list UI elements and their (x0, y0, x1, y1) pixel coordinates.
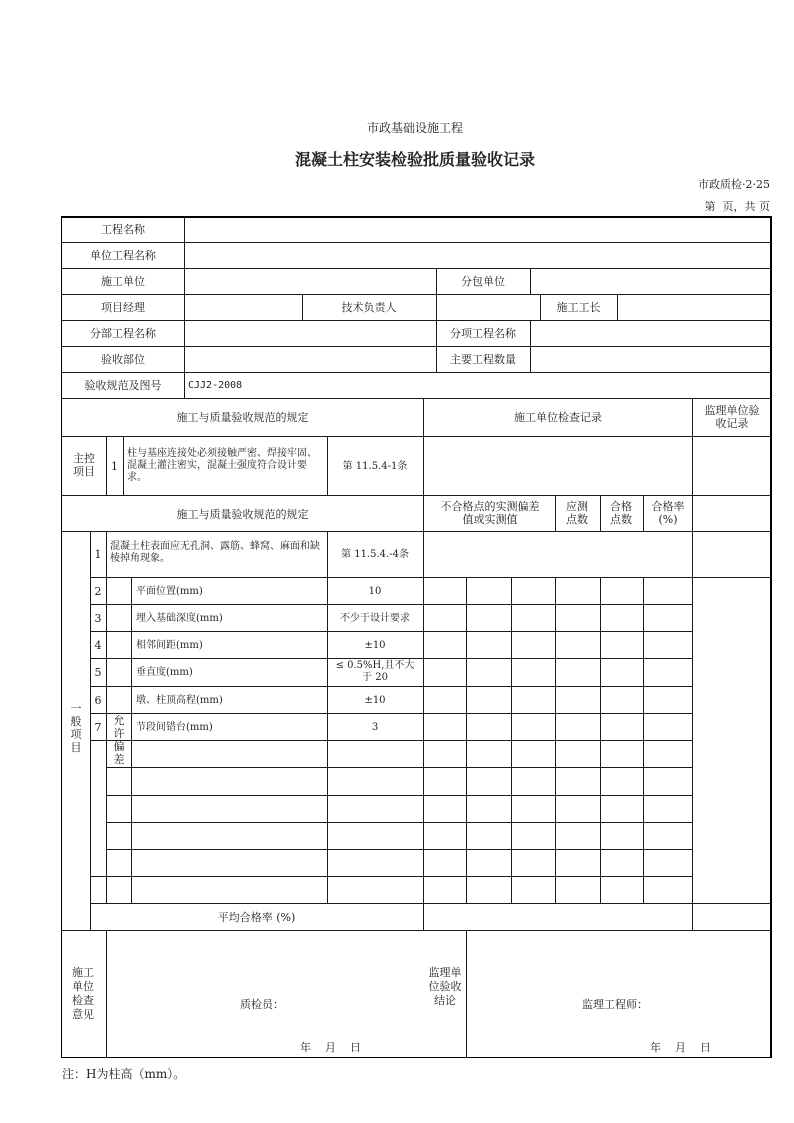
row-name: 埋入基础深度(mm) (136, 613, 223, 624)
avg-rate-label: 平均合格率 (%) (217, 911, 296, 924)
row-value: ±10 (364, 640, 386, 651)
tolerance-label: 允许偏差 (113, 714, 125, 766)
main-quantity-label: 主要工程数量 (450, 353, 516, 366)
row-no: 2 (94, 585, 102, 598)
spec-header: 施工与质量验收规范的规定 (176, 411, 309, 424)
check-record-header: 施工单位检查记录 (514, 411, 602, 424)
item1-no: 1 (94, 548, 102, 561)
item1-ref: 第 11.5.4.-4条 (341, 549, 409, 560)
foreman-label: 施工工长 (556, 301, 601, 314)
row-no: 5 (94, 666, 102, 679)
supervisor-label: 监理工程师： (582, 998, 648, 1011)
accept-location-label: 验收部位 (101, 353, 145, 366)
construction-unit-label: 施工单位 (101, 275, 145, 288)
row-no: 3 (94, 612, 102, 625)
form-code: 市政质检·2·25 (698, 178, 770, 191)
col-rate-header: 合格率(%) (651, 500, 685, 526)
row-no: 7 (94, 721, 102, 734)
row-name: 墩、柱顶高程(mm) (136, 695, 223, 706)
col-pass-header: 合格点数 (610, 500, 632, 526)
unit-project-label: 单位工程名称 (90, 249, 156, 262)
supervisor-header: 监理单位验收记录 (704, 404, 760, 430)
row-name: 相邻间距(mm) (136, 640, 203, 651)
row-value: ≤ 0.5%H,且不大于 20 (335, 660, 415, 683)
row-value: 不少于设计要求 (340, 613, 410, 624)
row-no: 4 (94, 639, 102, 652)
row-name: 平面位置(mm) (136, 586, 203, 597)
main-control-label: 主控项目 (73, 452, 95, 478)
main-item-no: 1 (111, 460, 118, 473)
item1-text: 混凝土柱表面应无孔洞、露筋、蜂窝、麻面和缺棱掉角现象。 (110, 541, 320, 564)
date-construction: 年 月 日 (300, 1041, 361, 1054)
footnote: 注：H为柱高（mm）。 (62, 1067, 186, 1081)
row-name: 垂直度(mm) (136, 667, 193, 678)
col-points-header: 应测点数 (566, 500, 588, 526)
page-info: 第 页，共 页 (704, 200, 770, 213)
main-item-ref: 第 11.5.4-1条 (342, 461, 408, 472)
row-name: 节段间错台(mm) (136, 722, 213, 733)
row-value: ±10 (364, 695, 386, 706)
project-manager-label: 项目经理 (101, 301, 145, 314)
inspector-label: 质检员： (240, 998, 284, 1011)
construction-opinion-label: 施工单位检查意见 (72, 966, 94, 1021)
general-section-label: 一般项目 (70, 702, 82, 754)
supervision-conclusion-label: 监理单位验收结论 (428, 966, 462, 1007)
col-deviation-header: 不合格点的实测偏差值或实测值 (440, 500, 540, 526)
row-value: 10 (368, 586, 382, 597)
subcontractor-label: 分包单位 (461, 275, 505, 288)
main-item-text: 柱与基座连接处必须接触严密、焊接牢固、混凝土灌注密实，混凝土强度符合设计要求。 (127, 448, 317, 483)
org-name: 市政基础设施工程 (366, 121, 463, 135)
date-supervision: 年 月 日 (650, 1041, 711, 1054)
standard-label: 验收规范及图号 (84, 379, 162, 392)
general-spec-header: 施工与质量验收规范的规定 (176, 508, 309, 521)
tech-lead-label: 技术负责人 (341, 301, 397, 314)
sub-division-label: 分部工程名称 (90, 327, 156, 340)
row-value: 3 (371, 722, 379, 733)
sub-item-label: 分项工程名称 (450, 327, 516, 340)
row-no: 6 (94, 694, 102, 707)
project-name-label: 工程名称 (101, 223, 145, 236)
page-title: 混凝土柱安装检验批质量验收记录 (294, 150, 535, 169)
standard-value: CJJ2-2008 (188, 380, 243, 391)
